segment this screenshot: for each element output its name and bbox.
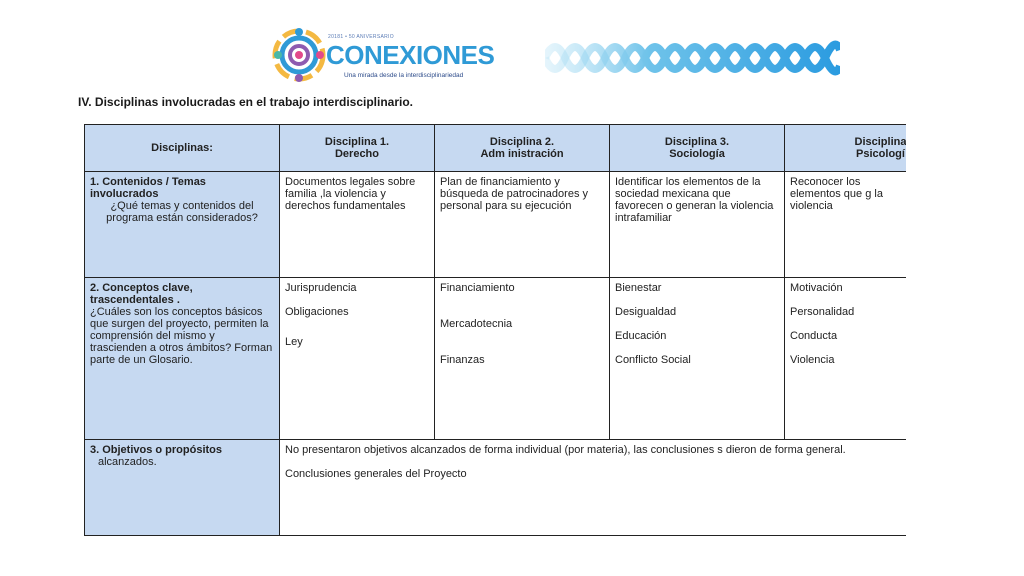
objetivos-text: No presentaron objetivos alcanzados de forma individual (por materia), las conclusiones s dieron de forma general. [285, 444, 846, 456]
cell-contenidos-administracion: Plan de financiamiento y búsqueda de patrocinadores y personal para su ejecución [435, 172, 610, 278]
cell-text: Reconocer los elementos que g la violencia [790, 176, 883, 212]
header-disciplina-sociologia [610, 125, 785, 172]
cell-objetivos-general [280, 440, 907, 536]
decorative-banner-icon [545, 30, 840, 86]
cell-conceptos-psicologia [785, 278, 907, 440]
concept-item: Obligaciones [285, 306, 349, 318]
concept-item: Mercadotecnia [440, 318, 513, 330]
cell-contenidos-sociologia: Identificar los elementos de la sociedad mexicana que favorecen o generan la violencia intrafamiliar [610, 172, 785, 278]
concept-item: Ley [285, 336, 303, 348]
header-disciplina-administracion [435, 125, 610, 172]
cell-contenidos-psicologia [785, 172, 907, 278]
header-disciplinas: Disciplinas: [85, 125, 280, 172]
cell-conceptos-sociologia [610, 278, 785, 440]
concept-item: Conflicto Social [615, 354, 691, 366]
header-disciplina-derecho [280, 125, 435, 172]
conexiones-logo-icon [268, 24, 330, 86]
logo-tagline: 20181 • 50 ANIVERSARIO [328, 34, 394, 40]
header-text: Disciplina 2. Adm inistración [480, 136, 564, 160]
concept-item: Personalidad [790, 306, 855, 318]
concept-item: Finanzas [440, 354, 485, 366]
section-title: IV. Disciplinas involucradas en el trabajo interdisciplinario. [78, 95, 413, 109]
row-question: ¿Qué temas y contenidos del programa están considerados? [106, 200, 258, 224]
concept-item: Conducta [790, 330, 838, 342]
header-text: Disciplina 1. Derecho [324, 136, 390, 160]
header-text: Disciplina Psicologí [854, 136, 906, 160]
concept-item: Desigualdad [615, 306, 677, 318]
row-conceptos-header [85, 278, 280, 440]
logo-subtitle: Una mirada desde la interdisciplinariedad [344, 72, 464, 79]
row-objetivos-header [85, 440, 280, 536]
logo-wordmark: CONEXIONES [326, 40, 495, 70]
objetivos-conclusiones: Conclusiones generales del Proyecto [285, 468, 467, 480]
row-title-cont: alcanzados. [98, 456, 157, 468]
cell-conceptos-derecho [280, 278, 435, 440]
concept-item: Jurisprudencia [285, 282, 357, 294]
conexiones-logo [268, 22, 495, 86]
row-title: 1. Contenidos / Temas involucrados [90, 176, 206, 200]
row-title: 2. Conceptos clave, trascendentales . [90, 282, 193, 306]
concept-item: Violencia [790, 354, 835, 366]
concept-item: Financiamiento [440, 282, 515, 294]
concept-item: Bienestar [615, 282, 662, 294]
concept-item: Motivación [790, 282, 843, 294]
cell-conceptos-administracion [435, 278, 610, 440]
header-disciplina-psicologia [785, 125, 907, 172]
row-question: ¿Cuáles son los conceptos básicos que surgen del proyecto, permiten la comprensión del mismo y trascienden a otros ámbitos? Forman parte de un Glosario. [90, 306, 273, 366]
header-text: Disciplina 3. Sociología [664, 136, 730, 160]
disciplines-table [84, 124, 906, 536]
cell-contenidos-derecho: Documentos legales sobre familia ,la violencia y derechos fundamentales [280, 172, 435, 278]
row-title: 3. Objetivos o propósitos [90, 444, 223, 456]
concept-item: Educación [615, 330, 667, 342]
row-contenidos-header [85, 172, 280, 278]
